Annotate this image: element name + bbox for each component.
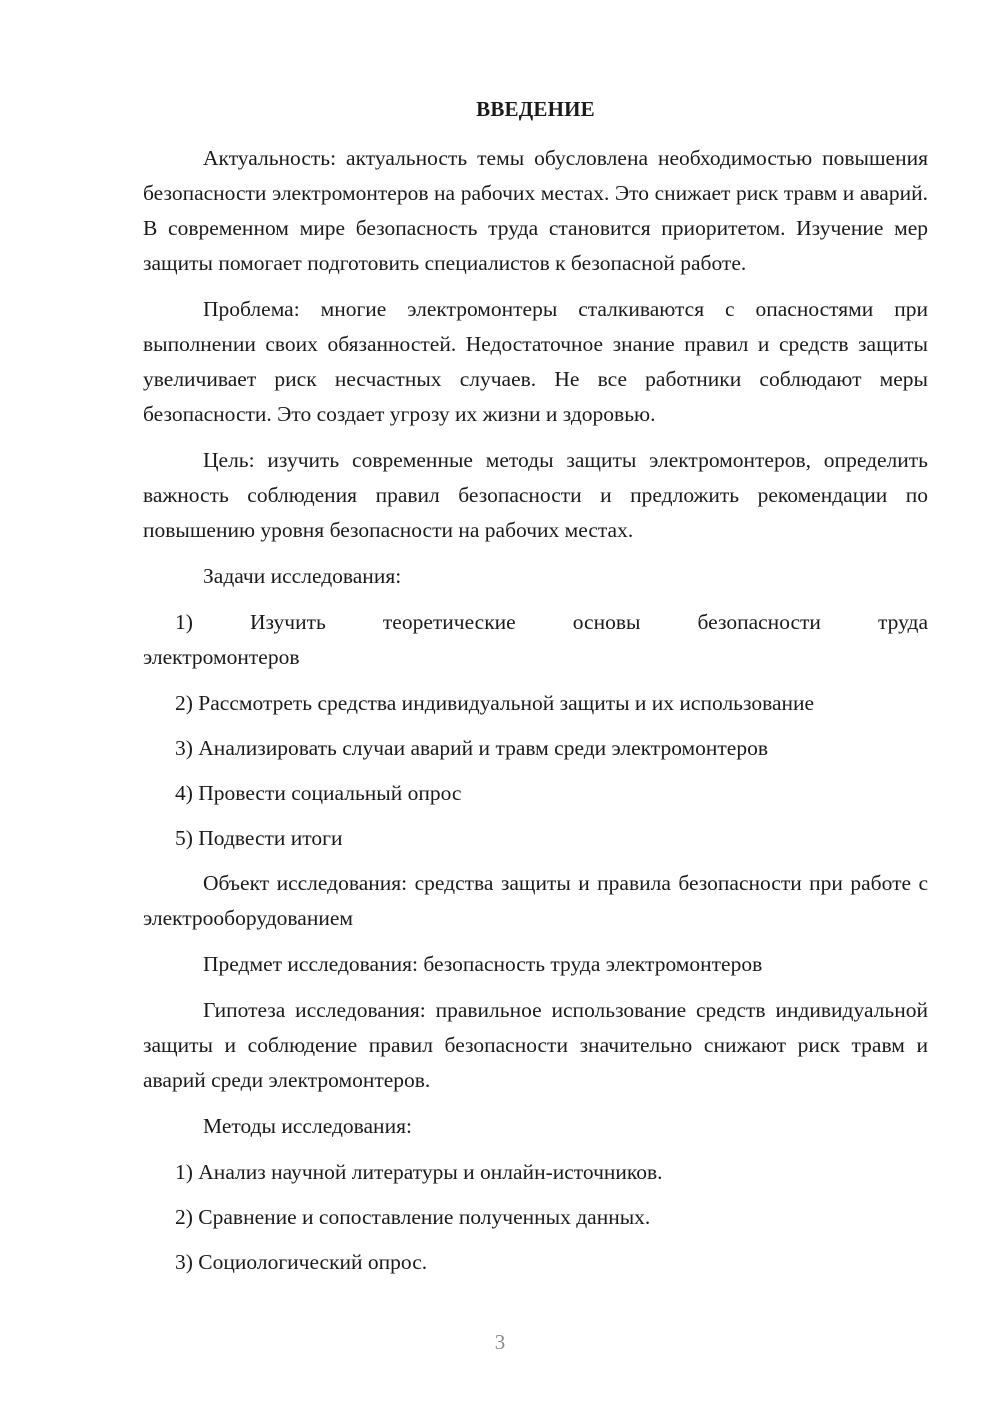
object-paragraph: Объект исследования: средства защиты и правила безопасности при работе с электрооборудованием — [143, 871, 928, 930]
page-number: 3 — [494, 1330, 506, 1354]
hypothesis-paragraph: Гипотеза исследования: правильное использование средств индивидуальной защиты и соблюдение правил безопасности значительно снижают риск травм и аварий среди электромонтеров. — [143, 998, 928, 1092]
task-item-1 — [143, 605, 928, 675]
goal-paragraph: Цель: изучить современные методы защиты электромонтеров, определить важность соблюдения правил безопасности и предложить рекомендации по повышению уровня безопасности на рабочих местах. — [143, 448, 928, 542]
task-item-1-continuation: электромонтеров — [143, 645, 300, 669]
method-item-3: 3) Социологический опрос. — [175, 1250, 428, 1274]
subject-paragraph: Предмет исследования: безопасность труда электромонтеров — [203, 952, 763, 976]
task-item-1-word: труда — [877, 610, 928, 634]
relevance-paragraph: Актуальность: актуальность темы обусловлена необходимостью повышения безопасности электромонтеров на рабочих местах. Это снижает риск травм и аварий. В современном мире безопасность труда становится приоритетом. Изучение мер защиты помогает подготовить специалистов к безопасной работе. — [143, 146, 928, 275]
task-item-4: 4) Провести социальный опрос — [175, 781, 462, 805]
task-item-1-word: основы — [572, 610, 641, 634]
task-item-1-word: 1) — [175, 610, 193, 634]
tasks-heading: Задачи исследования: — [203, 564, 402, 588]
task-item-1-line — [143, 605, 928, 640]
task-item-1-word: безопасности — [697, 610, 821, 634]
page-title: ВВЕДЕНИЕ — [476, 97, 595, 121]
document-page — [143, 92, 928, 1290]
method-item-1: 1) Анализ научной литературы и онлайн-источников. — [175, 1160, 663, 1184]
task-item-3: 3) Анализировать случаи аварий и травм среди электромонтеров — [175, 736, 769, 760]
method-item-2: 2) Сравнение и сопоставление полученных данных. — [175, 1205, 651, 1229]
task-item-2: 2) Рассмотреть средства индивидуальной защиты и их использование — [175, 691, 815, 715]
task-item-1-word: Изучить — [249, 610, 326, 634]
task-item-1-word: теоретические — [382, 610, 516, 634]
problem-paragraph: Проблема: многие электромонтеры сталкиваются с опасностями при выполнении своих обязанностей. Недостаточное знание правил и средств защиты увеличивает риск несчастных случаев. Не все работники соблюдают меры безопасности. Это создает угрозу их жизни и здоровью. — [143, 297, 928, 426]
methods-heading: Методы исследования: — [203, 1114, 412, 1138]
task-item-5: 5) Подвести итоги — [175, 826, 343, 850]
